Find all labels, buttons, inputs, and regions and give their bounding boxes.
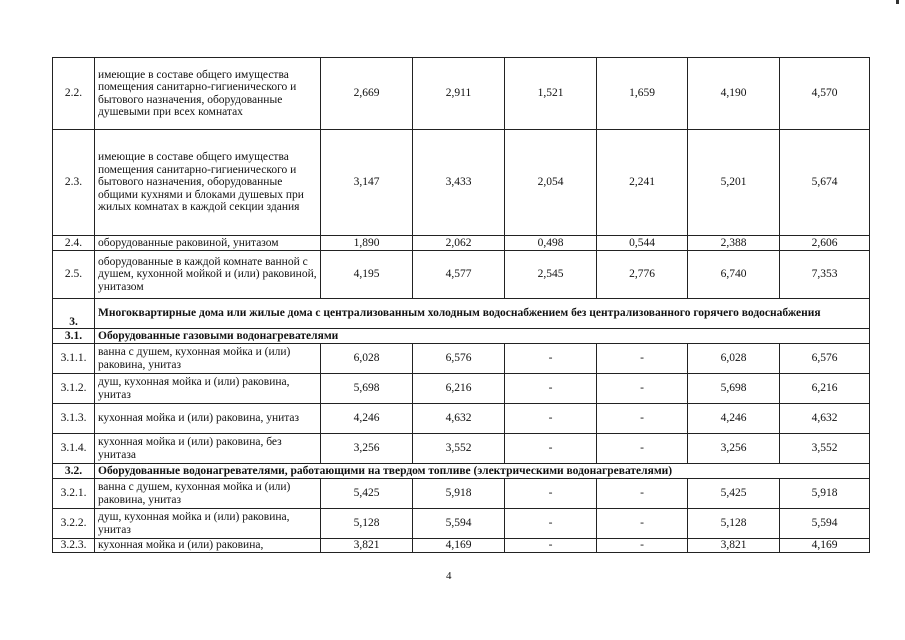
value-cell: 4,246 — [688, 404, 780, 434]
table-row — [53, 539, 870, 553]
row-number: 2.4. — [53, 236, 95, 251]
value-cell: 3,552 — [413, 434, 505, 464]
row-number: 3.1.2. — [53, 374, 95, 404]
value-cell: 3,147 — [321, 130, 413, 236]
section-row — [53, 299, 870, 329]
table-row — [53, 509, 870, 539]
row-description: кухонная мойка и (или) раковина, без унитаза — [95, 434, 321, 464]
value-cell: 5,674 — [780, 130, 870, 236]
value-cell: 5,128 — [688, 509, 780, 539]
value-cell: 4,577 — [413, 251, 505, 299]
value-cell: 3,552 — [780, 434, 870, 464]
table-row — [53, 251, 870, 299]
value-cell: 6,576 — [413, 344, 505, 374]
row-description: оборудованные в каждой комнате ванной с душем, кухонной мойкой и (или) раковиной, унитазом — [95, 251, 321, 299]
row-number: 2.3. — [53, 130, 95, 236]
value-cell: - — [597, 374, 688, 404]
table-row — [53, 130, 870, 236]
value-cell: - — [597, 434, 688, 464]
value-cell: 2,388 — [688, 236, 780, 251]
tariff-table — [52, 57, 870, 553]
value-cell: - — [505, 509, 597, 539]
value-cell: 4,570 — [780, 58, 870, 130]
table-row — [53, 479, 870, 509]
value-cell: 2,241 — [597, 130, 688, 236]
value-cell: 6,028 — [688, 344, 780, 374]
value-cell: 4,632 — [780, 404, 870, 434]
value-cell: 5,128 — [321, 509, 413, 539]
value-cell: 4,169 — [413, 539, 505, 553]
row-description: имеющие в составе общего имущества помещения санитарно-гигиенического и бытового назначения, оборудованные общими кухнями и блоками душевых при жилых комнатах в каждой секции здания — [95, 130, 321, 236]
section-title: Оборудованные газовыми водонагревателями — [95, 329, 870, 344]
row-number: 3.2.2. — [53, 509, 95, 539]
row-number: 3.2.1. — [53, 479, 95, 509]
value-cell: - — [505, 539, 597, 553]
row-number: 3.1.4. — [53, 434, 95, 464]
value-cell: - — [505, 404, 597, 434]
scan-mark — [896, 0, 899, 4]
value-cell: 5,698 — [321, 374, 413, 404]
value-cell: 4,190 — [688, 58, 780, 130]
value-cell: - — [505, 479, 597, 509]
value-cell: 2,062 — [413, 236, 505, 251]
value-cell: - — [505, 344, 597, 374]
row-description: душ, кухонная мойка и (или) раковина, унитаз — [95, 509, 321, 539]
row-description: имеющие в составе общего имущества помещения санитарно-гигиенического и бытового назначения, оборудованные душевыми при всех комнатах — [95, 58, 321, 130]
value-cell: 5,594 — [780, 509, 870, 539]
value-cell: 4,246 — [321, 404, 413, 434]
value-cell: 3,256 — [321, 434, 413, 464]
table-row — [53, 404, 870, 434]
value-cell: - — [505, 434, 597, 464]
section-row — [53, 464, 870, 479]
value-cell: 3,433 — [413, 130, 505, 236]
value-cell: 2,776 — [597, 251, 688, 299]
value-cell: 2,911 — [413, 58, 505, 130]
section-row — [53, 329, 870, 344]
value-cell: - — [505, 374, 597, 404]
row-number: 3.1. — [53, 329, 95, 344]
value-cell: 6,576 — [780, 344, 870, 374]
row-number: 3. — [53, 299, 95, 329]
row-number: 3.1.1. — [53, 344, 95, 374]
table-row — [53, 344, 870, 374]
value-cell: 6,216 — [413, 374, 505, 404]
section-title: Оборудованные водонагревателями, работающими на твердом топливе (электрическими водонагревателями) — [95, 464, 870, 479]
value-cell: 2,054 — [505, 130, 597, 236]
value-cell: - — [597, 539, 688, 553]
value-cell: 4,195 — [321, 251, 413, 299]
row-number: 3.2. — [53, 464, 95, 479]
table-row — [53, 434, 870, 464]
value-cell: - — [597, 479, 688, 509]
row-description: кухонная мойка и (или) раковина, — [95, 539, 321, 553]
value-cell: 5,594 — [413, 509, 505, 539]
value-cell: 5,201 — [688, 130, 780, 236]
value-cell: 7,353 — [780, 251, 870, 299]
value-cell: 3,256 — [688, 434, 780, 464]
value-cell: 2,606 — [780, 236, 870, 251]
value-cell: 0,498 — [505, 236, 597, 251]
page-number: 4 — [446, 570, 452, 582]
value-cell: 2,669 — [321, 58, 413, 130]
value-cell: 3,821 — [321, 539, 413, 553]
value-cell: 5,918 — [413, 479, 505, 509]
row-description: душ, кухонная мойка и (или) раковина, унитаз — [95, 374, 321, 404]
value-cell: - — [597, 344, 688, 374]
value-cell: - — [597, 404, 688, 434]
value-cell: 6,740 — [688, 251, 780, 299]
value-cell: 4,632 — [413, 404, 505, 434]
table-row — [53, 236, 870, 251]
row-description: ванна с душем, кухонная мойка и (или) раковина, унитаз — [95, 479, 321, 509]
value-cell: 6,216 — [780, 374, 870, 404]
value-cell: 5,698 — [688, 374, 780, 404]
row-number: 2.5. — [53, 251, 95, 299]
value-cell: 0,544 — [597, 236, 688, 251]
value-cell: - — [597, 509, 688, 539]
value-cell: 6,028 — [321, 344, 413, 374]
table-row — [53, 374, 870, 404]
row-number: 3.2.3. — [53, 539, 95, 553]
value-cell: 1,659 — [597, 58, 688, 130]
value-cell: 5,918 — [780, 479, 870, 509]
section-title: Многоквартирные дома или жилые дома с централизованным холодным водоснабжением без централизованного горячего водоснабжения — [95, 299, 870, 329]
row-description: ванна с душем, кухонная мойка и (или) раковина, унитаз — [95, 344, 321, 374]
value-cell: 1,890 — [321, 236, 413, 251]
row-description: оборудованные раковиной, унитазом — [95, 236, 321, 251]
row-number: 3.1.3. — [53, 404, 95, 434]
value-cell: 1,521 — [505, 58, 597, 130]
value-cell: 4,169 — [780, 539, 870, 553]
value-cell: 5,425 — [321, 479, 413, 509]
table-row — [53, 58, 870, 130]
row-number: 2.2. — [53, 58, 95, 130]
row-description: кухонная мойка и (или) раковина, унитаз — [95, 404, 321, 434]
value-cell: 3,821 — [688, 539, 780, 553]
value-cell: 5,425 — [688, 479, 780, 509]
value-cell: 2,545 — [505, 251, 597, 299]
